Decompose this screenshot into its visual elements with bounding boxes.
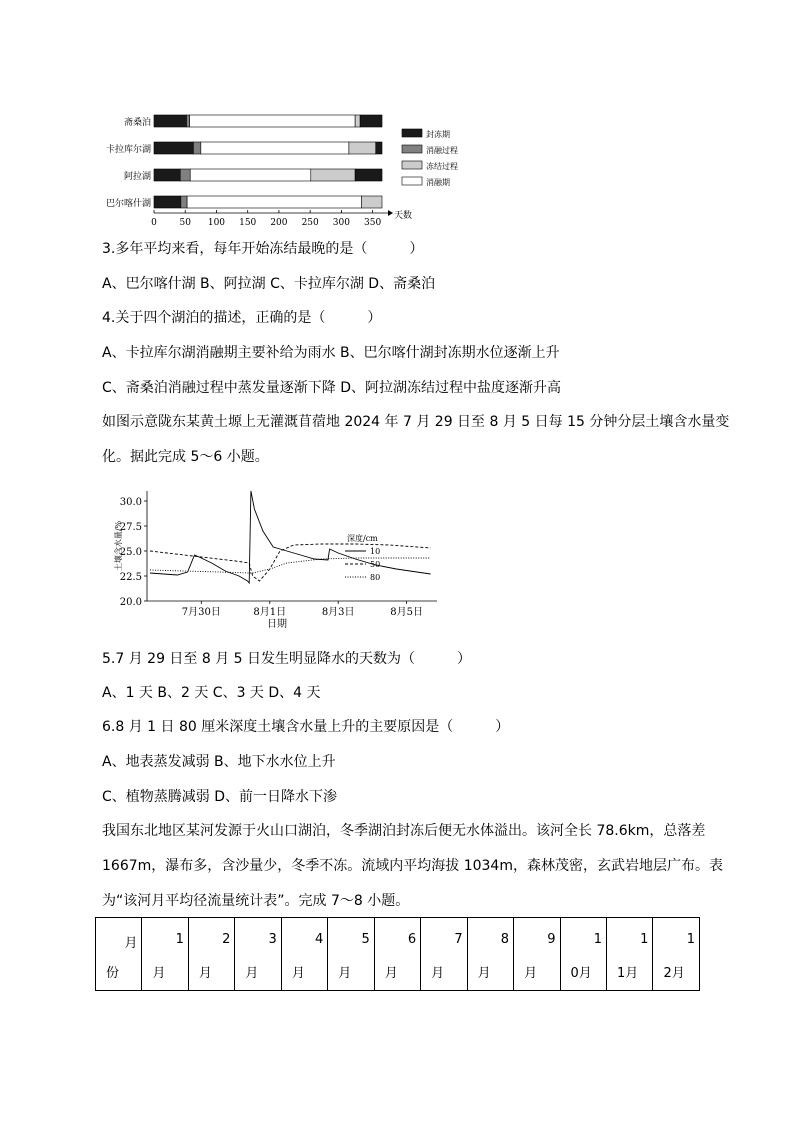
month-cell [328, 918, 374, 991]
legend-swatch [402, 145, 422, 153]
y-tick-label: 27.5 [119, 522, 142, 533]
table-row [96, 918, 700, 991]
header-top: 月 [124, 936, 138, 951]
intro2-line1: 如图示意陇东某黄土塬上无灌溉苜蓿地 2024 年 7 月 29 日至 8 月 5 日每 15 分钟分层土壤含水量变 [102, 414, 730, 430]
x-tick-label: 8月5日 [390, 607, 423, 618]
series-line-50 [150, 544, 431, 581]
x-tick-label: 100 [207, 218, 226, 227]
x-axis-title: 日期 [267, 619, 287, 630]
table-header-cell [96, 918, 142, 991]
month-digit: 1 [175, 932, 184, 947]
month-digit: 8 [500, 932, 510, 947]
month-digit: 5 [361, 932, 370, 947]
bar-segment [349, 142, 376, 154]
lake-freeze-chart [100, 105, 500, 227]
month-suffix: 月 [245, 966, 259, 981]
bar-segment [355, 115, 360, 127]
x-tick-label: 50 [179, 218, 191, 227]
legend-label: 50 [370, 560, 381, 569]
bar-segment [154, 115, 186, 127]
y-tick-label: 20.0 [119, 597, 142, 608]
q6-stem: 6.8 月 1 日 80 厘米深度土壤含水量上升的主要原因是（ ） [102, 719, 510, 735]
legend-label: 消融过程 [426, 146, 458, 155]
y-tick-label: 25.0 [119, 547, 142, 558]
lake-name-label: 阿拉湖 [123, 172, 151, 182]
bar-segment [193, 142, 200, 154]
legend-swatch [402, 177, 422, 185]
month-suffix: 月 [384, 966, 398, 981]
month-cell [560, 918, 606, 991]
month-cell [188, 918, 234, 991]
bar-segment [311, 169, 355, 181]
y-tick-label: 30.0 [119, 497, 142, 508]
month-suffix: 1月 [616, 966, 639, 981]
bar-segment [181, 196, 187, 208]
legend-title: 深度/cm [347, 534, 378, 543]
legend-swatch [402, 129, 422, 137]
month-digit: 2 [222, 932, 231, 947]
month-digit: 3 [268, 932, 277, 947]
month-suffix: 月 [291, 966, 305, 981]
month-digit: 1 [593, 932, 602, 947]
intro3-line3: 为“该河月平均径流量统计表”。完成 7～8 小题。 [102, 893, 410, 909]
month-cell [374, 918, 420, 991]
x-tick-label: 7月30日 [181, 607, 221, 618]
bar-segment [376, 142, 382, 154]
legend-label: 10 [370, 547, 381, 556]
lake-freeze-chart-svg [100, 105, 500, 227]
legend-label: 封冻期 [426, 130, 450, 139]
month-suffix: 月 [524, 966, 538, 981]
month-digit: 7 [454, 932, 463, 947]
bar-segment [360, 115, 382, 127]
bar-segment [201, 142, 349, 154]
header-bottom: 份 [106, 966, 120, 981]
intro3-line1: 我国东北地区某河发源于火山口湖泊，冬季湖泊封冻后便无水体溢出。该河全长 78.6km，总落差 [102, 823, 706, 839]
q6-options-ab: A、地表蒸发减弱 B、地下水水位上升 [102, 754, 336, 770]
month-cell [235, 918, 281, 991]
month-suffix: 0月 [570, 966, 592, 981]
bar-segment [190, 115, 356, 127]
month-cell [514, 918, 560, 991]
month-digit: 1 [686, 932, 695, 947]
q3-options: A、巴尔喀什湖 B、阿拉湖 C、卡拉库尔湖 D、斋桑泊 [102, 276, 436, 292]
bar-segment [154, 142, 193, 154]
bar-segment [186, 115, 189, 127]
x-axis-arrow [388, 210, 393, 216]
bar-segment [187, 196, 361, 208]
bar-segment [180, 169, 190, 181]
x-tick-label: 350 [364, 218, 382, 227]
q4-options-cd: C、斋桑泊消融过程中蒸发量逐渐下降 D、阿拉湖冻结过程中盐度逐渐升高 [102, 380, 562, 396]
lake-name-label: 卡拉库尔湖 [105, 145, 151, 155]
x-tick-label: 250 [301, 218, 319, 227]
q4-options-ab: A、卡拉库尔湖消融期主要补给为雨水 B、巴尔喀什湖封冻期水位逐渐上升 [102, 345, 560, 361]
month-cell [606, 918, 652, 991]
x-tick-label: 150 [239, 218, 257, 227]
legend-swatch [402, 161, 422, 169]
month-digit: 1 [640, 932, 649, 947]
soil-moisture-chart [100, 485, 445, 635]
series-line-10 [150, 491, 431, 583]
month-suffix: 月 [152, 966, 166, 981]
month-suffix: 月 [198, 966, 212, 981]
month-digit: 4 [314, 932, 324, 947]
month-digit: 9 [547, 932, 556, 947]
x-tick-label: 300 [332, 218, 350, 227]
q5-options: A、1 天 B、2 天 C、3 天 D、4 天 [102, 685, 321, 701]
legend-label: 消融期 [426, 178, 450, 187]
q3-stem: 3.多年平均来看，每年开始冻结最晚的是（ ） [102, 241, 424, 257]
q6-options-cd: C、植物蒸腾减弱 D、前一日降水下渗 [102, 789, 338, 805]
lake-name-label: 巴尔喀什湖 [105, 199, 151, 209]
month-cell [281, 918, 327, 991]
month-suffix: 月 [477, 966, 491, 981]
bar-segment [154, 196, 181, 208]
month-cell [467, 918, 513, 991]
month-digit: 6 [407, 932, 417, 947]
y-axis-title: 土壤含水量/% [114, 520, 123, 572]
legend-label: 80 [370, 573, 381, 582]
x-tick-label: 8月3日 [321, 607, 355, 618]
month-cell [421, 918, 467, 991]
y-tick-label: 22.5 [119, 572, 142, 583]
legend-label: 冻结过程 [426, 162, 458, 171]
runoff-table [95, 917, 700, 991]
soil-moisture-chart-svg [100, 485, 445, 635]
month-cell [653, 918, 700, 991]
x-tick-label: 8月1日 [253, 607, 287, 618]
month-cell [142, 918, 188, 991]
intro3-line2: 1667m，瀑布多，含沙量少，冬季不冻。流域内平均海拔 1034m，森林茂密，玄武岩地层广布。表 [102, 858, 723, 874]
bar-segment [190, 169, 311, 181]
q5-stem: 5.7 月 29 日至 8 月 5 日发生明显降水的天数为（ ） [102, 651, 472, 667]
x-tick-label: 0 [151, 218, 157, 227]
month-suffix: 2月 [663, 966, 685, 981]
x-axis-unit: 天数 [394, 211, 413, 221]
q4-stem: 4.关于四个湖泊的描述，正确的是（ ） [102, 310, 382, 326]
month-suffix: 月 [338, 966, 352, 981]
intro2-line2: 化。据此完成 5～6 小题。 [102, 449, 269, 465]
bar-segment [154, 169, 180, 181]
bar-segment [355, 169, 382, 181]
x-tick-label: 200 [270, 218, 288, 227]
lake-name-label: 斋桑泊 [123, 118, 151, 128]
month-suffix: 月 [431, 966, 445, 981]
bar-segment [361, 196, 382, 208]
